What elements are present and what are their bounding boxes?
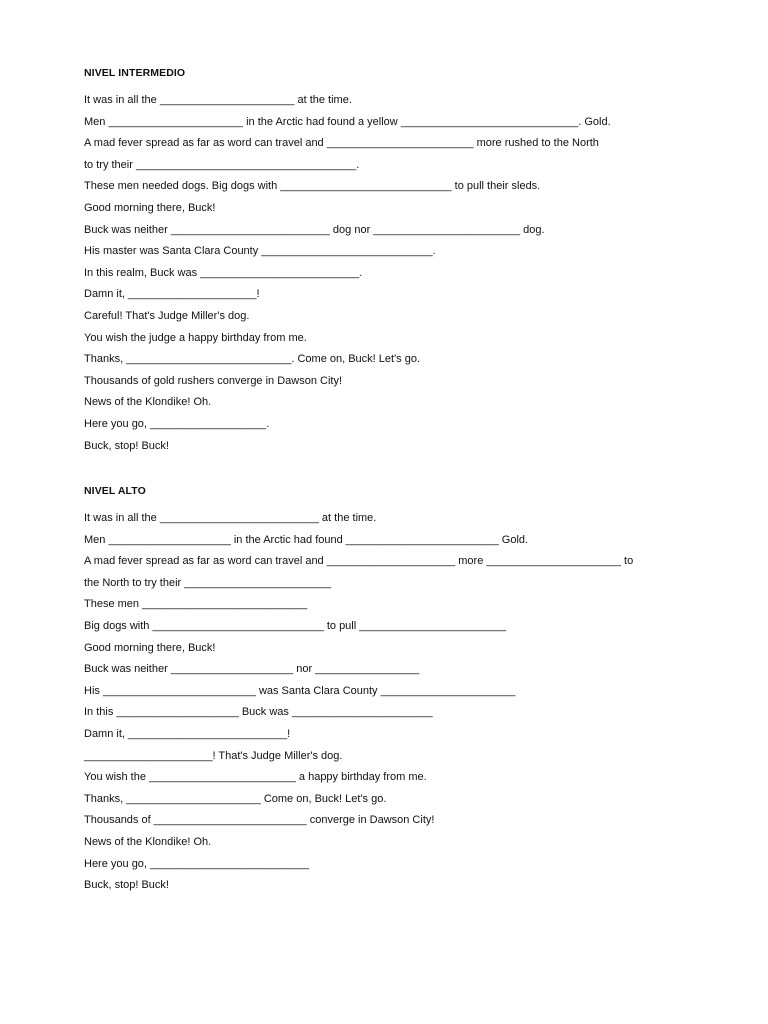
exercise-line: These men needed dogs. Big dogs with ____________________________ to pull their sleds.: [84, 180, 541, 193]
exercise-line: His _________________________ was Santa Clara County ______________________: [84, 684, 516, 697]
exercise-line: the North to try their ________________________: [84, 576, 332, 589]
section-title-intermedio: NIVEL INTERMEDIO: [84, 67, 186, 79]
exercise-line: In this realm, Buck was __________________________.: [84, 266, 363, 279]
exercise-line: Careful! That's Judge Miller's dog.: [84, 309, 250, 322]
exercise-line: to try their ____________________________________.: [84, 158, 360, 171]
exercise-line: Buck, stop! Buck!: [84, 879, 169, 892]
exercise-line: Buck, stop! Buck!: [84, 439, 169, 452]
exercise-line: A mad fever spread as far as word can travel and ________________________ more rushed to the North: [84, 137, 599, 150]
exercise-line: Thousands of gold rushers converge in Dawson City!: [84, 374, 343, 387]
exercise-line: Good morning there, Buck!: [84, 641, 216, 654]
exercise-line: Thanks, ___________________________. Come on, Buck! Let's go.: [84, 353, 421, 366]
exercise-line: Here you go, ___________________.: [84, 417, 270, 430]
exercise-line: Here you go, __________________________: [84, 857, 310, 870]
section-alto: [84, 485, 684, 901]
exercise-line: It was in all the ______________________ at the time.: [84, 94, 352, 106]
exercise-line: Buck was neither ____________________ nor _________________: [84, 663, 420, 676]
exercise-line: Big dogs with ____________________________ to pull ________________________: [84, 619, 507, 632]
exercise-line: Buck was neither __________________________ dog nor ________________________ dog.: [84, 223, 545, 236]
exercise-line: Men ____________________ in the Arctic had found _________________________ Gold.: [84, 533, 529, 546]
section-title-alto: NIVEL ALTO: [84, 485, 146, 497]
exercise-line: Good morning there, Buck!: [84, 201, 216, 214]
exercise-line: You wish the ________________________ a happy birthday from me.: [84, 771, 427, 784]
exercise-lines-intermedio: [84, 94, 684, 461]
exercise-line: News of the Klondike! Oh.: [84, 835, 212, 848]
exercise-lines-alto: [84, 512, 684, 901]
exercise-line: _____________________! That's Judge Miller's dog.: [84, 749, 343, 762]
section-intermedio: [84, 67, 684, 461]
exercise-line: It was in all the __________________________ at the time.: [84, 512, 377, 524]
exercise-line: Thousands of _________________________ converge in Dawson City!: [84, 814, 435, 827]
exercise-line: You wish the judge a happy birthday from me.: [84, 331, 307, 344]
exercise-line: News of the Klondike! Oh.: [84, 396, 212, 409]
exercise-line: Thanks, ______________________ Come on, Buck! Let's go.: [84, 792, 387, 805]
exercise-line: His master was Santa Clara County ____________________________.: [84, 245, 436, 258]
exercise-line: Damn it, _____________________!: [84, 288, 260, 301]
exercise-line: A mad fever spread as far as word can travel and _____________________ more ______________________ to: [84, 555, 634, 568]
exercise-line: Men ______________________ in the Arctic had found a yellow _____________________________. Gold.: [84, 115, 611, 128]
exercise-line: Damn it, __________________________!: [84, 727, 291, 740]
exercise-line: In this ____________________ Buck was _______________________: [84, 706, 433, 719]
exercise-line: These men ___________________________: [84, 598, 308, 611]
